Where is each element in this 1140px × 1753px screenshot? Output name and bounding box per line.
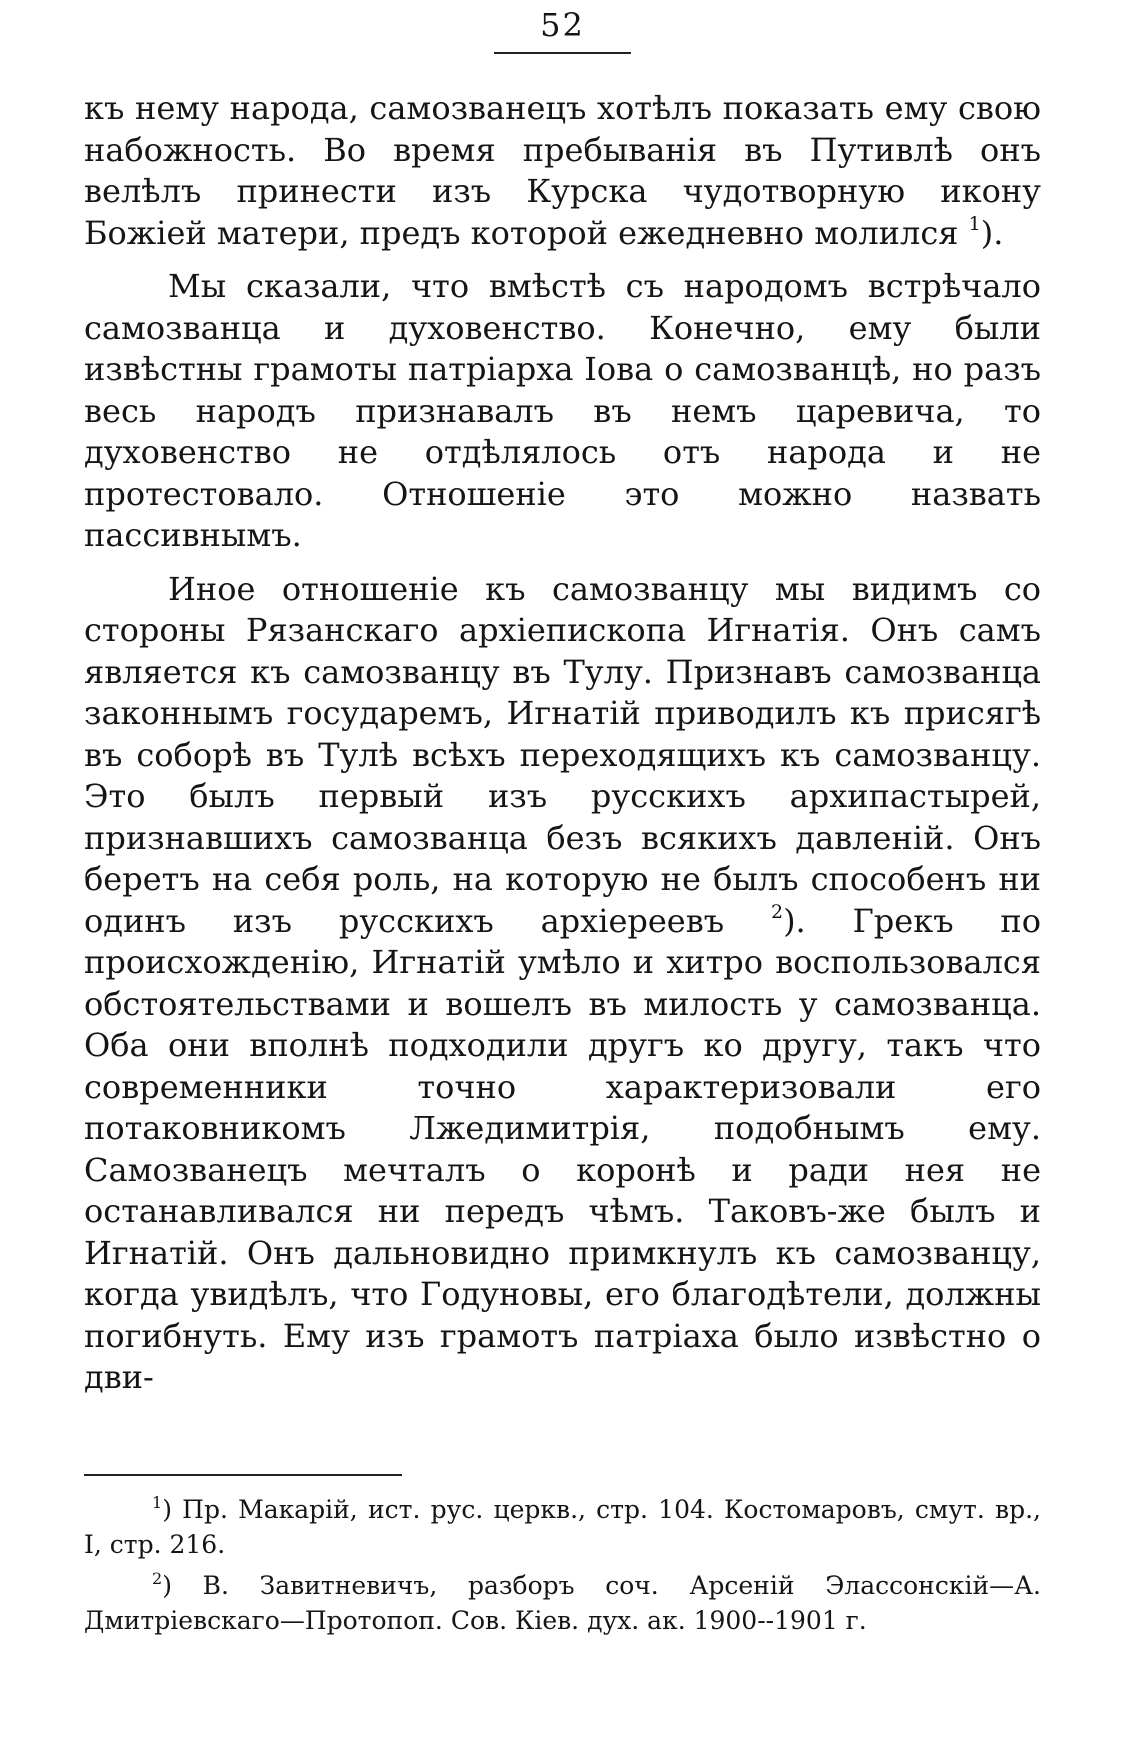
footnote-1-text: ) Пр. Макарій, ист. рус. церкв., стр. 104. Костомаровъ, смут. вр., I, стр. 216.: [84, 1495, 1041, 1559]
footnote-ref-2: 2: [770, 900, 784, 923]
paragraph-1: [84, 88, 1041, 254]
paragraph-1-text: къ нему народа, самозванецъ хотѣлъ показать ему свою набожность. Во время пребыванія въ Путивлѣ онъ велѣлъ принести изъ Курска чудотворную икону Божіей матери, предъ которой ежедневно молился: [84, 89, 1041, 252]
book-page: [84, 0, 1041, 1753]
paragraph-2-text: Мы сказали, что вмѣстѣ съ народомъ встрѣчало самозванца и духовенство. Конечно, ему были извѣстны грамоты патріарха Іова о самозванцѣ, но разъ весь народъ признавалъ въ немъ царевича, то духовенство не отдѣлялось отъ народа и не протестовало. Отношеніе это можно назвать пассивнымъ.: [84, 267, 1041, 554]
footnote-1-mark: 1: [152, 1493, 163, 1512]
footnote-2-mark: 2: [152, 1569, 163, 1588]
paragraph-1-after: ).: [980, 213, 1004, 252]
paragraph-3-text: Иное отношеніе къ самозванцу мы видимъ со стороны Рязанскаго архіепископа Игнатія. Онъ самъ является къ самозванцу въ Тулу. Признавъ самозванца законнымъ государемъ, Игнатій приводилъ къ присягѣ въ соборѣ въ Тулѣ всѣхъ переходящихъ къ самозванцу. Это былъ первый изъ русскихъ архипастырей, признавшихъ самозванца безъ всякихъ давленій. Онъ беретъ на себя роль, на которую не былъ способенъ ни одинъ изъ русскихъ архіереевъ: [84, 569, 1041, 940]
footnote-1: [84, 1492, 1041, 1562]
paragraph-2: [84, 266, 1041, 557]
footnote-2-text: ) В. Завитневичъ, разборъ соч. Арсеній Элассонскій—А. Дмитріевскаго—Протопоп. Сов. Кіев. дух. ак. 1900--1901 г.: [84, 1571, 1041, 1635]
footnote-divider: [84, 1474, 402, 1476]
paragraph-3-after: ). Грекъ по происхожденію, Игнатій умѣло и хитро воспользовался обстоятельствами и вошелъ въ милость у самозванца. Оба они вполнѣ подходили другъ ко другу, такъ что современники точно характеризовали его потаковникомъ Лжедимитрія, подобнымъ ему. Самозванецъ мечталъ о коронѣ и ради нея не останавливался ни передъ чѣмъ. Таковъ-же былъ и Игнатій. Онъ дальновидно примкнулъ къ самозванцу, когда увидѣлъ, что Годуновы, его благодѣтели, должны погибнуть. Ему изъ грамотъ патріаха было извѣстно о дви-: [84, 901, 1041, 1396]
footnote-ref-1: 1: [968, 212, 981, 235]
page-number: 52: [540, 6, 585, 44]
footnotes: [84, 1492, 1041, 1644]
body-text: [84, 88, 1041, 1411]
page-number-rule: [494, 52, 631, 54]
footnote-2: [84, 1568, 1041, 1638]
paragraph-3: [84, 569, 1041, 1399]
